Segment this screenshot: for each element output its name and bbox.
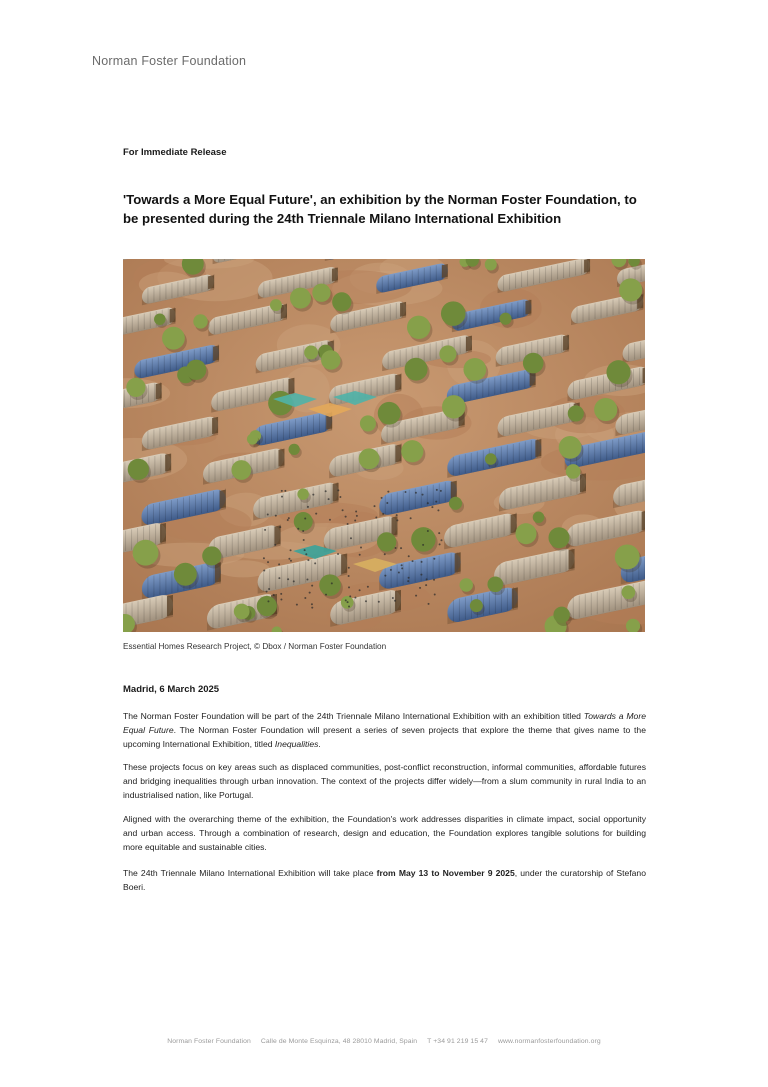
image-caption: Essential Homes Research Project, © Dbox / Norman Foster Foundation [123, 642, 387, 651]
body-paragraph-4 [123, 866, 646, 894]
brand-logo-text: Norman Foster Foundation [92, 54, 247, 68]
hero-image-essential-homes [123, 259, 645, 632]
footer-org: Norman Foster Foundation [167, 1038, 251, 1045]
page-footer [0, 1038, 768, 1045]
exhibition-dates: from May 13 to November 9 2025 [376, 868, 515, 878]
paragraph-text: , under the curatorship of Stefano Boeri. [123, 868, 646, 893]
body-paragraph-3: Aligned with the overarching theme of the exhibition, the Foundation's work addresses disparities in climate impact, social opportunity and urban access. Through a combination of research, design and education, the Foundation explores tangible solutions for building more equitable and sustainable cities. [123, 814, 646, 853]
footer-website[interactable]: www.normanfosterfoundation.org [497, 1038, 601, 1045]
footer-phone: T +34 91 219 15 47 [427, 1038, 488, 1045]
paragraph-text: . [318, 739, 321, 750]
theme-title: Inequalities [274, 739, 319, 750]
body-paragraph-1 [123, 709, 646, 752]
paragraph-text: . The Norman Foster Foundation will present a series of seven projects that explore the theme that gives name to the upcoming International Exhibition, titled [123, 725, 646, 750]
paragraph-text: The Norman Foster Foundation will be part of the 24th Triennale Milano International Exhibition with an exhibition titled [123, 711, 584, 721]
body-paragraph-2: These projects focus on key areas such as displaced communities, post-conflict reconstruction, informal communities, affordable futures and bridging inequalities through urban innovation. The context of the projects differ widely—from a slum community in rural India to an industrialised nation, like Portugal. [123, 762, 646, 801]
dateline: Madrid, 6 March 2025 [123, 684, 220, 695]
release-label: For Immediate Release [123, 147, 227, 158]
footer-address: Calle de Monte Esquinza, 48 28010 Madrid, Spain [260, 1038, 418, 1045]
paragraph-text: The 24th Triennale Milano International Exhibition will take place [123, 868, 377, 878]
exhibition-title: Towards a More Equal Future [123, 711, 646, 736]
press-release-headline: 'Towards a More Equal Future', an exhibition by the Norman Foster Foundation, to be presented during the 24th Triennale Milano International Exhibition [123, 192, 637, 226]
